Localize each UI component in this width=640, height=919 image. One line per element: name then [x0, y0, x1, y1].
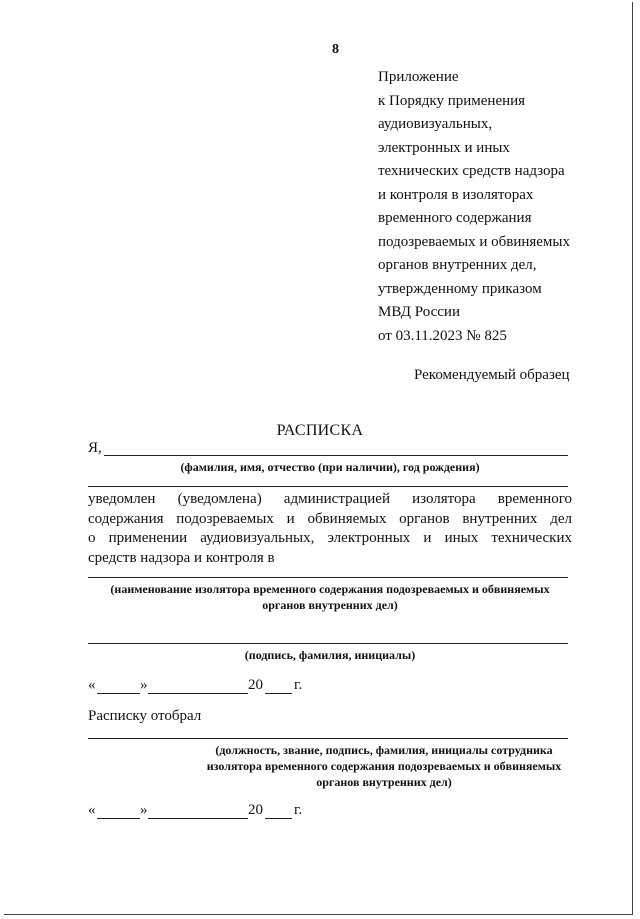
page-number: 8	[332, 42, 339, 57]
caption-line: органов внутренних дел)	[316, 775, 452, 789]
officer-fill-line	[88, 738, 568, 739]
month-fill-line	[148, 818, 248, 819]
appendix-line: электронных и иных	[378, 139, 510, 156]
year-fill-line	[265, 818, 292, 819]
year-prefix: 20	[248, 802, 263, 818]
caption-line: изолятора временного содержания подозреваемых и обвиняемых	[206, 759, 562, 773]
appendix-line: органов внутренних дел,	[378, 257, 537, 273]
signature-caption: (подпись, фамилия, инициалы)	[244, 648, 416, 662]
appendix-line: временного содержания	[378, 210, 532, 226]
appendix-line: к Порядку применения	[378, 92, 526, 109]
facility-caption	[88, 581, 572, 613]
month-fill-line	[148, 693, 248, 694]
appendix-line: и контроля в изоляторах	[378, 186, 534, 203]
sample-label: Рекомендуемый образец	[414, 367, 570, 383]
open-quote: «	[88, 677, 96, 693]
day-fill-line	[97, 818, 140, 819]
fio-fill-line	[104, 455, 568, 456]
paragraph-line: уведомлен (уведомлена) администрацией изолятора временного	[88, 491, 572, 507]
fio-caption: (фамилия, имя, отчество (при наличии), год рождения)	[180, 460, 480, 474]
facility-fill-line	[88, 577, 568, 578]
ya-label: Я,	[88, 440, 102, 456]
year-suffix: г.	[294, 677, 303, 693]
close-quote: »	[140, 677, 148, 693]
paragraph-line: о применении аудиовизуальных, электронных и иных технических	[88, 530, 572, 546]
appendix-line: аудиовизуальных,	[378, 116, 493, 132]
appendix-line: подозреваемых и обвиняемых	[378, 233, 571, 250]
appendix-line: технических средств надзора	[378, 163, 565, 179]
received-label: Расписку отобрал	[88, 708, 202, 724]
paragraph-line: содержания подозреваемых и обвиняемых органов внутренних дел	[88, 510, 572, 527]
year-prefix: 20	[248, 677, 263, 693]
date-row-2	[88, 802, 318, 822]
year-fill-line	[265, 693, 292, 694]
appendix-line: утвержденному приказом	[378, 280, 542, 297]
day-fill-line	[97, 693, 140, 694]
document-title: РАСПИСКА	[276, 422, 364, 439]
signature-fill-line	[88, 643, 568, 644]
caption-line: органов внутренних дел)	[262, 598, 398, 612]
caption-line: (наименование изолятора временного содержания подозреваемых и обвиняемых	[110, 582, 550, 596]
caption-line: (должность, звание, подпись, фамилия, инициалы сотрудника	[215, 743, 553, 757]
officer-caption	[196, 742, 572, 790]
close-quote: »	[140, 802, 148, 818]
paragraph-line: средств надзора и контроля в	[88, 549, 275, 566]
notification-paragraph	[88, 490, 572, 568]
appendix-header	[378, 66, 570, 348]
appendix-line: МВД России	[378, 304, 460, 320]
date-row-1	[88, 677, 318, 697]
appendix-line: от 03.11.2023 № 825	[378, 327, 507, 344]
year-suffix: г.	[294, 802, 303, 818]
appendix-line: Приложение	[378, 69, 459, 85]
fio-fill-line-2	[88, 486, 568, 487]
open-quote: «	[88, 802, 96, 818]
